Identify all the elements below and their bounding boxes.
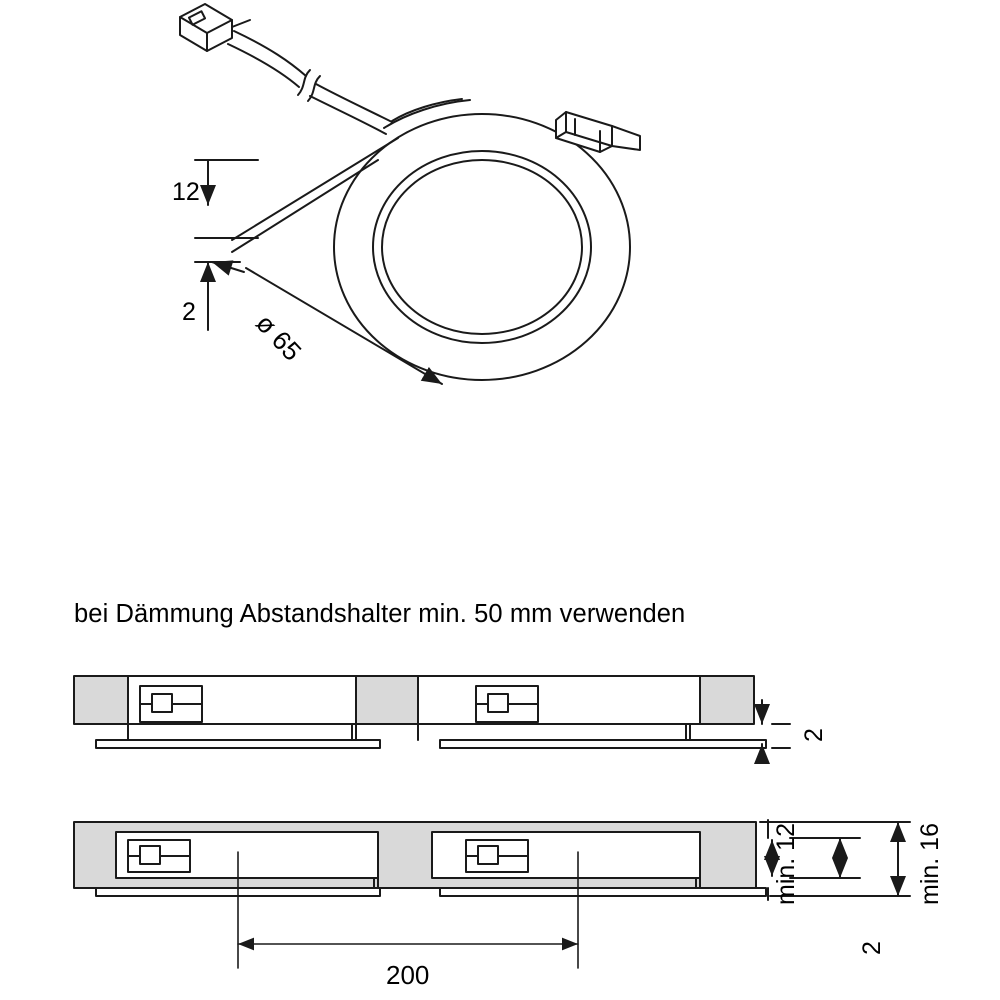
dimension-label-min-16: min. 16 [916, 823, 944, 905]
dimension-label-12: 12 [172, 178, 200, 206]
dimension-label-bottom-2: 2 [858, 941, 886, 955]
cable [228, 31, 392, 134]
installation-note: bei Dämmung Abstandshalter min. 50 mm verwenden [74, 600, 686, 628]
dimension-label-200: 200 [386, 960, 430, 990]
dimension-section-top-2 [762, 700, 790, 762]
downlight-ring [334, 114, 630, 380]
connector-plug-icon [180, 4, 250, 51]
dimension-2 [195, 262, 240, 330]
dimension-label-min-12: min. 12 [772, 823, 800, 905]
dimension-label-diameter-65: ø 65 [250, 308, 308, 367]
dimension-2-leader [212, 262, 244, 272]
section-lower [74, 822, 766, 896]
dimension-label-2: 2 [182, 298, 196, 326]
dimension-12 [195, 160, 258, 238]
dimension-label-section-top-2: 2 [800, 728, 828, 742]
section-upper [74, 676, 766, 748]
